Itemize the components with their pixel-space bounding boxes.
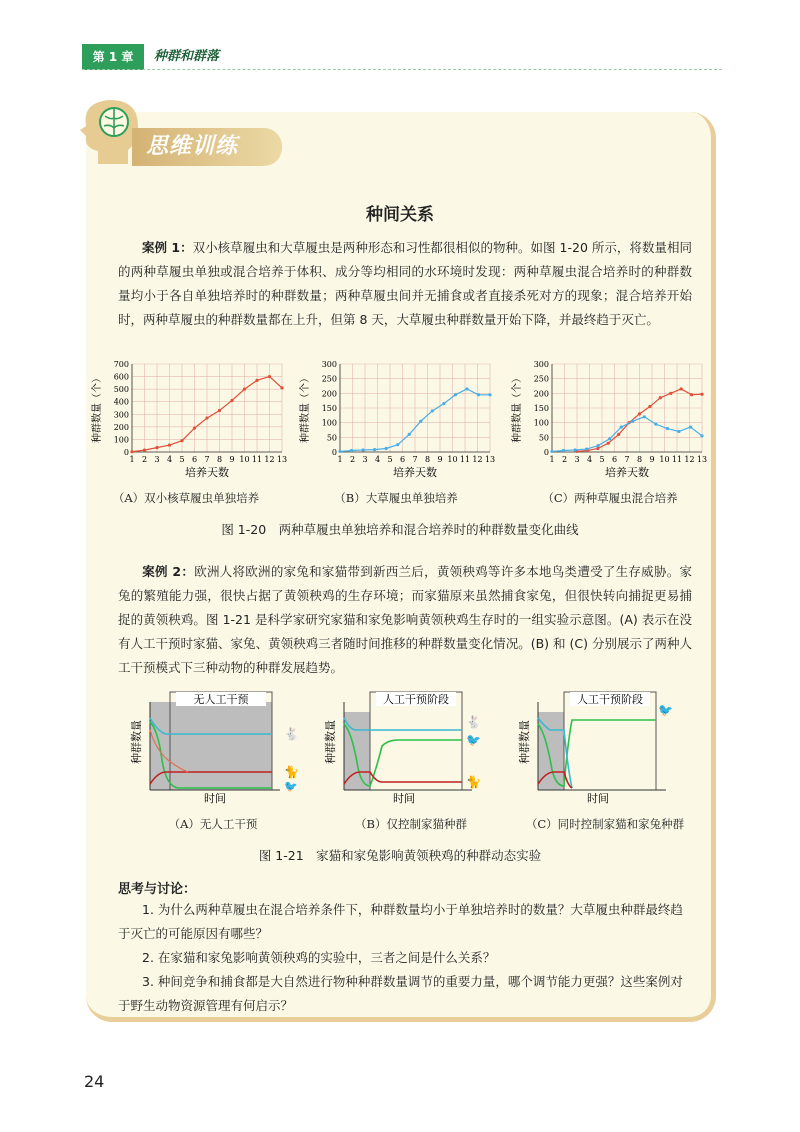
data-point xyxy=(385,447,388,450)
x-tick-label: 2 xyxy=(561,455,568,464)
data-point xyxy=(268,375,271,378)
fig21-sub-c: （C）同时控制家猫和家兔种群 xyxy=(525,817,685,831)
y-tick-label: 200 xyxy=(321,389,337,399)
fig21-sub-b: （B）仅控制家猫种群 xyxy=(355,817,467,831)
fig20-caption: 图 1-20 两种草履虫单独培养和混合培养时的种群数量变化曲线 xyxy=(221,522,579,537)
bird-icon: 🐦 xyxy=(466,733,481,747)
y-tick-label: 50 xyxy=(326,433,337,443)
data-point xyxy=(130,450,133,453)
fig20-sub-a: （A）双小核草履虫单独培养 xyxy=(112,491,260,505)
fig21-ylabel-c: 种群数量 xyxy=(518,720,531,764)
x-tick-label: 9 xyxy=(229,455,235,464)
data-point xyxy=(205,416,208,419)
data-point xyxy=(654,423,657,426)
x-tick-label: 6 xyxy=(399,455,406,464)
y-tick-label: 700 xyxy=(113,360,129,369)
x-tick-label: 1 xyxy=(129,455,135,464)
y-tick-label: 200 xyxy=(533,389,549,399)
x-axis-label: 培养天数 xyxy=(393,466,437,479)
x-tick-label: 7 xyxy=(412,455,418,464)
y-axis-label: 种群数量（个） xyxy=(300,373,311,443)
data-point xyxy=(477,393,480,396)
x-axis-label: 培养天数 xyxy=(185,466,229,479)
y-axis-label: 种群数量（个） xyxy=(512,373,523,443)
fig21-xlabel-c: 时间 xyxy=(587,792,609,805)
data-point xyxy=(255,379,258,382)
cat-icon: 🐈 xyxy=(284,765,299,779)
x-tick-label: 9 xyxy=(649,455,655,464)
divider xyxy=(82,69,722,70)
x-tick-label: 13 xyxy=(696,455,708,464)
y-tick-label: 300 xyxy=(321,360,337,369)
x-tick-label: 6 xyxy=(611,455,618,464)
y-tick-label: 300 xyxy=(533,360,549,369)
data-point xyxy=(454,393,457,396)
fig21-diagram-b xyxy=(312,690,502,805)
data-point xyxy=(243,388,246,391)
chart-a xyxy=(86,356,296,486)
data-point xyxy=(488,393,491,396)
x-tick-label: 7 xyxy=(204,455,210,464)
y-tick-label: 150 xyxy=(533,404,549,413)
data-point xyxy=(689,425,692,428)
y-tick-label: 600 xyxy=(113,372,129,382)
case2-paragraph xyxy=(118,560,692,680)
data-point xyxy=(338,450,341,453)
chapter-tag: 第 1 章 xyxy=(82,44,144,70)
fig21-xlabel-b: 时间 xyxy=(393,792,415,805)
fig21-ylabel-b: 种群数量 xyxy=(324,720,337,764)
fig21-label-a: 无人工干预 xyxy=(193,693,249,706)
x-tick-label: 2 xyxy=(141,455,148,464)
data-point xyxy=(218,409,221,412)
questions-heading: 思考与讨论： xyxy=(118,882,197,897)
data-point xyxy=(690,393,693,396)
x-tick-label: 11 xyxy=(251,455,263,464)
x-axis-label: 培养天数 xyxy=(605,466,649,479)
section-header-title: 思维训练 xyxy=(132,128,282,166)
x-tick-label: 13 xyxy=(484,455,496,464)
data-point xyxy=(608,437,611,440)
y-tick-label: 50 xyxy=(538,433,549,443)
case1-text: 双小核草履虫和大草履虫是两种形态和习性都很相似的物种。如图 1-20 所示，将数量相同的两种草履虫单独或混合培养于体积、成分等均相同的水环境时发现：两种草履虫混合培养时的种群数量均小于各自单独培养时的种群数量；两种草履虫间并无捕食或者直接杀死对方的现象；混合培养开始时，两种草履虫的种群数量都在上升，但第 8 天，大草履虫种群数量开始下降，并最终趋于灭亡。 xyxy=(118,240,692,327)
bird-icon: 🐦 xyxy=(658,703,673,717)
x-tick-label: 12 xyxy=(472,455,483,464)
x-tick-label: 5 xyxy=(599,455,605,464)
fig21-diagram-a xyxy=(118,690,308,805)
chart-c xyxy=(506,356,716,486)
y-tick-label: 150 xyxy=(321,404,337,413)
data-point xyxy=(361,448,364,451)
bird-icon: 🐦 xyxy=(284,780,298,793)
x-tick-label: 5 xyxy=(387,455,393,464)
page-number: 24 xyxy=(84,1072,105,1091)
data-point xyxy=(617,433,620,436)
data-point xyxy=(442,402,445,405)
x-tick-label: 6 xyxy=(191,455,198,464)
x-tick-label: 1 xyxy=(337,455,343,464)
x-tick-label: 4 xyxy=(166,455,173,464)
case2-label: 案例 2： xyxy=(142,564,195,579)
data-point xyxy=(677,430,680,433)
y-tick-label: 0 xyxy=(331,448,337,457)
x-tick-label: 13 xyxy=(276,455,288,464)
x-tick-label: 10 xyxy=(447,455,458,464)
data-point xyxy=(596,447,599,450)
data-point xyxy=(168,443,171,446)
data-point xyxy=(280,386,283,389)
data-point xyxy=(143,449,146,452)
x-tick-label: 2 xyxy=(349,455,356,464)
x-tick-label: 8 xyxy=(636,455,643,464)
question-1: 1. 为什么两种草履虫在混合培养条件下，种群数量均小于单独培养时的数量？大草履虫种群最终趋于灭亡的可能原因有哪些？ xyxy=(118,902,683,941)
data-point xyxy=(585,447,588,450)
fig20-sub-b: （B）大草履虫单独培养 xyxy=(334,491,458,505)
fig21-diagram-c xyxy=(506,690,696,805)
data-point xyxy=(193,427,196,430)
y-axis-label: 种群数量（个） xyxy=(92,373,103,443)
y-tick-label: 400 xyxy=(113,397,129,407)
y-tick-label: 200 xyxy=(113,422,129,432)
x-tick-label: 5 xyxy=(179,455,185,464)
rabbit-icon: 🐇 xyxy=(284,727,299,741)
x-tick-label: 1 xyxy=(549,455,555,464)
x-tick-label: 9 xyxy=(437,455,443,464)
case1-label: 案例 1： xyxy=(142,240,193,255)
data-point xyxy=(180,439,183,442)
x-tick-label: 12 xyxy=(684,455,695,464)
cat-icon: 🐈 xyxy=(466,775,481,789)
chart-b xyxy=(294,356,504,486)
data-point xyxy=(408,433,411,436)
data-point xyxy=(648,405,651,408)
data-point xyxy=(597,444,600,447)
data-point xyxy=(666,427,669,430)
fig21-label-c: 人工干预阶段 xyxy=(577,693,643,706)
data-point xyxy=(465,387,468,390)
data-point xyxy=(659,396,662,399)
x-tick-label: 3 xyxy=(154,455,160,464)
x-tick-label: 8 xyxy=(424,455,431,464)
data-point xyxy=(573,448,576,451)
fig20-sub-c: （C）两种草履虫混合培养 xyxy=(542,491,678,505)
data-point xyxy=(607,442,610,445)
fig21-ylabel-a: 种群数量 xyxy=(130,720,143,764)
data-point xyxy=(680,387,683,390)
chapter-bar xyxy=(82,44,682,70)
data-point xyxy=(700,434,703,437)
y-tick-label: 100 xyxy=(113,435,129,445)
data-point xyxy=(396,443,399,446)
data-point xyxy=(431,409,434,412)
chapter-name: 种群和群落 xyxy=(154,49,220,64)
case2-text: 欧洲人将欧洲的家兔和家猫带到新西兰后，黄领秧鸡等许多本地鸟类遭受了生存威胁。家兔的繁殖能力强，很快占据了黄领秧鸡的生存环境；而家猫原来虽然捕食家兔，但很快转向捕捉更易捕捉的黄领秧鸡。图 1-21 是科学家研究家猫和家兔影响黄领秧鸡生存时的一组实验示意图。(A) 表示在没有人工干预时家猫、家兔、黄领秧鸡三者随时间推移的种群数量变化情况。(B) 和 (C) 分别展示了两种人工干预模式下三种动物的种群发展趋势。 xyxy=(118,564,692,675)
y-tick-label: 0 xyxy=(543,448,549,457)
data-point xyxy=(638,412,641,415)
section-title: 种间关系 xyxy=(366,205,434,225)
y-tick-label: 300 xyxy=(113,410,129,420)
y-tick-label: 250 xyxy=(533,374,549,384)
x-tick-label: 7 xyxy=(624,455,630,464)
x-tick-label: 10 xyxy=(239,455,250,464)
x-tick-label: 11 xyxy=(671,455,683,464)
x-tick-label: 11 xyxy=(459,455,471,464)
x-tick-label: 12 xyxy=(264,455,275,464)
rabbit-icon: 🐇 xyxy=(466,715,481,729)
data-point xyxy=(155,446,158,449)
x-tick-label: 3 xyxy=(362,455,368,464)
data-point xyxy=(643,415,646,418)
fig21-label-b: 人工干预阶段 xyxy=(383,693,449,706)
y-tick-label: 250 xyxy=(321,374,337,384)
x-tick-label: 8 xyxy=(216,455,223,464)
fig21-caption: 图 1-21 家猫和家兔影响黄领秧鸡的种群动态实验 xyxy=(258,848,542,863)
data-point xyxy=(550,450,553,453)
data-point xyxy=(419,420,422,423)
data-point xyxy=(230,399,233,402)
data-point xyxy=(669,392,672,395)
data-point xyxy=(562,449,565,452)
data-point xyxy=(620,425,623,428)
x-tick-label: 3 xyxy=(574,455,580,464)
x-tick-label: 4 xyxy=(586,455,593,464)
question-2: 2. 在家猫和家兔影响黄领秧鸡的实验中，三者之间是什么关系？ xyxy=(142,950,496,965)
case1-paragraph xyxy=(118,236,692,332)
y-tick-label: 100 xyxy=(533,418,549,428)
x-tick-label: 4 xyxy=(374,455,381,464)
data-point xyxy=(700,393,703,396)
y-tick-label: 0 xyxy=(123,448,129,457)
data-point xyxy=(631,420,634,423)
fig21-xlabel-a: 时间 xyxy=(204,792,226,805)
question-3: 3. 种间竞争和捕食都是大自然进行物种种群数量调节的重要力量，哪个调节能力更强？这些案例对于野生动物资源管理有何启示？ xyxy=(118,974,683,1013)
y-tick-label: 500 xyxy=(113,385,129,395)
data-point xyxy=(373,448,376,451)
x-tick-label: 10 xyxy=(659,455,670,464)
y-tick-label: 100 xyxy=(321,418,337,428)
fig21-sub-a: （A）无人工干预 xyxy=(168,817,258,831)
data-point xyxy=(350,449,353,452)
